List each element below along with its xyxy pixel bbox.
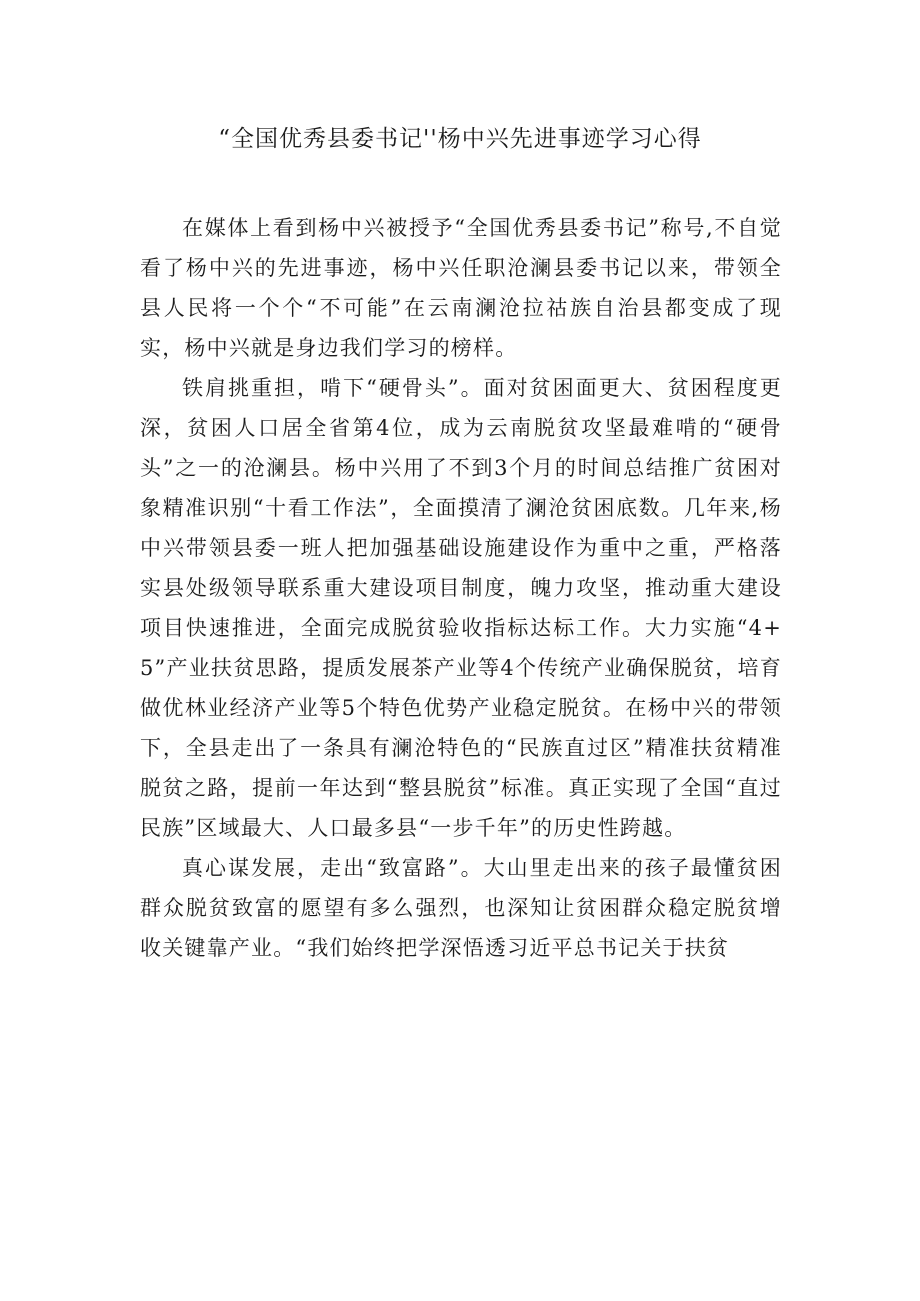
- document-body: [140, 208, 782, 968]
- document-title: “全国优秀县委书记''杨中兴先进事迹学习心得: [218, 126, 702, 152]
- paragraph-hard-bone: 铁肩挑重担，啃下“硬骨头”。面对贫困面更大、贫困程度更深，贫困人口居全省第4位，成为云南脱贫攻坚最难啃的“硬骨头”之一的沧澜县。杨中兴用了不到3个月的时间总结推广贫困对象精准识别“十看工作法”，全面摸清了澜沧贫困底数。几年来,杨中兴带领县委一班人把加强基础设施建设作为重中之重，严格落实县处级领导联系重大建设项目制度，魄力攻坚，推动重大建设项目快速推进，全面完成脱贫验收指标达标工作。大力实施“4+5”产业扶贫思路，提质发展茶产业等4个传统产业确保脱贫，培育做优林业经济产业等5个特色优势产业稳定脱贫。在杨中兴的带领下，全县走出了一条具有澜沧特色的“民族直过区”精准扶贫精准脱贫之路，提前一年达到“整县脱贫”标准。真正实现了全国“直过民族”区域最大、人口最多县“一步千年”的历史性跨越。: [140, 376, 782, 840]
- paragraph-intro: 在媒体上看到杨中兴被授予“全国优秀县委书记”称号,不自觉看了杨中兴的先进事迹，杨中兴任职沧澜县委书记以来，带领全县人民将一个个“不可能”在云南澜沧拉祜族自治县都变成了现实，杨中兴就是身边我们学习的榜样。: [140, 216, 782, 360]
- paragraph-development: 真心谋发展，走出“致富路”。大山里走出来的孩子最懂贫困群众脱贫致富的愿望有多么强烈，也深知让贫困群众稳定脱贫增收关键靠产业。“我们始终把学深悟透习近平总书记关于扶贫: [140, 856, 782, 960]
